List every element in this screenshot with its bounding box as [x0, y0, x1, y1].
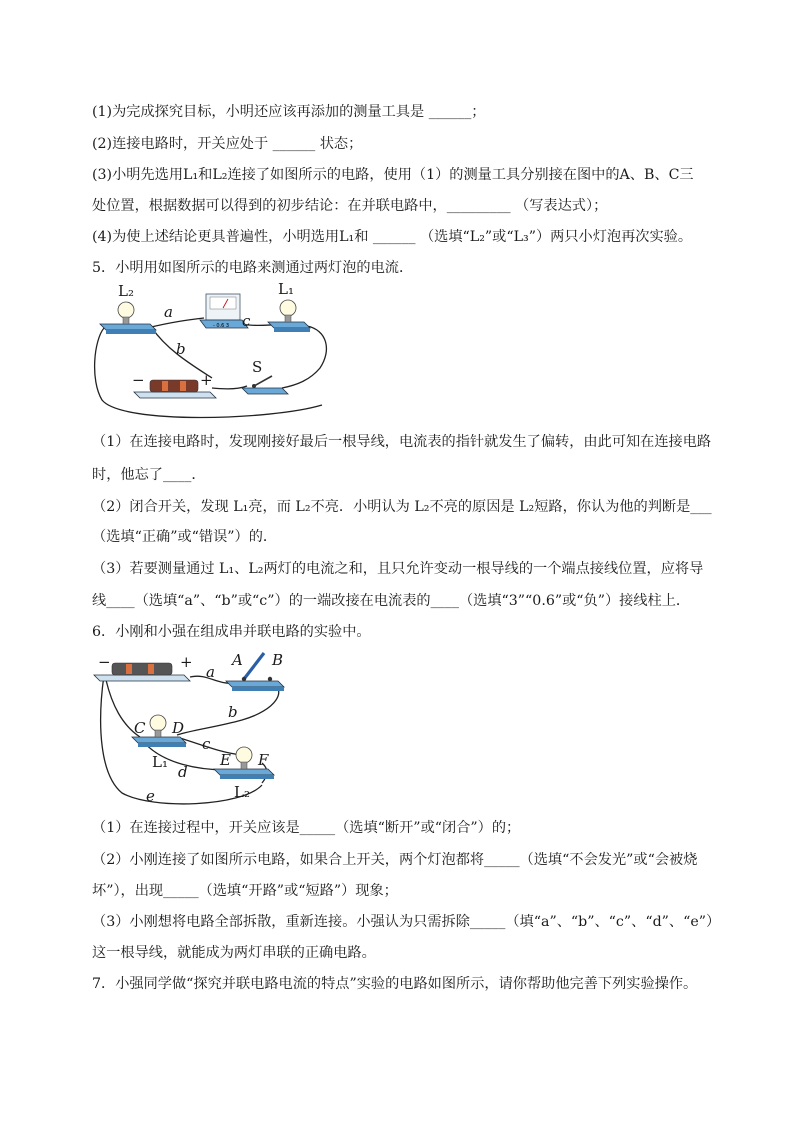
q6-wire-b: b — [228, 703, 238, 721]
q5-battery-plus: + — [200, 371, 213, 389]
q6-title: 6．小刚和小强在组成串并联电路的实验中。 — [92, 624, 371, 640]
q5-ammeter-terminals: - 0.6 3 — [213, 323, 230, 329]
q6-switch-A: A — [232, 651, 243, 669]
q6-sub3-line2: 这一根导线，就能成为两灯串联的正确电路。 — [92, 945, 376, 961]
q5-wire-a: a — [164, 303, 173, 321]
q5-battery-minus: − — [132, 371, 145, 389]
q5-circuit-figure — [92, 280, 342, 425]
q5-sub2-line2: （选填“正确”或“错误”）的． — [92, 529, 278, 545]
q5-label-l2: L₂ — [118, 282, 134, 300]
q6-wire-c: c — [202, 735, 211, 753]
q6-sub1: （1）在连接过程中，开关应该是_____（选填“断开”或“闭合”）的； — [92, 820, 521, 836]
q6-terminal-C: C — [134, 719, 146, 737]
q6-label-L1: L₁ — [152, 753, 168, 771]
q6-label-L2: L₂ — [234, 783, 250, 801]
q4-part4: (4)为使上述结论更具普遍性，小明选用L₁和 ______ （选填“L₂”或“L₃”）两只小灯泡再次实验。 — [92, 229, 693, 245]
q6-battery-plus: + — [180, 653, 193, 671]
q6-wire-d: d — [178, 763, 188, 781]
q6-battery-minus: − — [98, 653, 111, 671]
q4-part3-line2: 处位置，根据数据可以得到的初步结论：在并联电路中，_________ （写表达式）； — [92, 198, 608, 214]
q6-sub2-line1: （2）小刚连接了如图所示电路，如果合上开关，两个灯泡都将_____（选填“不会发光”或“会被烧 — [92, 852, 698, 868]
q5-sub3-line2: 线____（选填“a”、“b”或“c”）的一端改接在电流表的____（选填“3”“0.6”或“负”）接线柱上． — [92, 593, 691, 609]
q5-sub2-line1: （2）闭合开关，发现 L₁亮，而 L₂不亮．小明认为 L₂不亮的原因是 L₂短路，你认为他的判断是___ — [92, 499, 712, 515]
q6-terminal-F: F — [258, 751, 269, 769]
q6-switch-B: B — [272, 651, 284, 669]
q4-part3-line1: (3)小明先选用L₁和L₂连接了如图所示的电路，使用（1）的测量工具分别接在图中的A、B、C三 — [92, 167, 694, 183]
q5-label-l1: L₁ — [278, 280, 294, 298]
q5-switch-s: S — [252, 358, 263, 376]
q5-sub1-line1: （1）在连接电路时，发现刚接好最后一根导线，电流表的指针就发生了偏转，由此可知在连接电路 — [92, 434, 712, 450]
q6-terminal-E: E — [220, 751, 231, 769]
q5-wire-c: c — [242, 312, 251, 330]
q6-wire-a: a — [206, 663, 215, 681]
q6-wire-e: e — [146, 787, 155, 805]
q6-terminal-D: D — [172, 719, 185, 737]
q5-title: 5．小明用如图所示的电路来测通过两灯泡的电流． — [92, 260, 414, 276]
q6-circuit-figure — [92, 645, 292, 810]
q7-title: 7．小强同学做“探究并联电路电流的特点”实验的电路如图所示，请你帮助他完善下列实验操作。 — [92, 976, 698, 992]
q4-part1: (1)为完成探究目标，小明还应该再添加的测量工具是 ______； — [92, 104, 486, 120]
q5-sub1-line2: 时，他忘了____． — [92, 467, 206, 483]
q4-part2: (2)连接电路时，开关应处于 ______ 状态； — [92, 136, 363, 152]
q6-sub2-line2: 坏”），出现_____（选填“开路”或“短路”）现象； — [92, 883, 398, 899]
q5-sub3-line1: （3）若要测量通过 L₁、L₂两灯的电流之和，且只允许变动一根导线的一个端点接线位置，应将导 — [92, 561, 704, 577]
q6-sub3-line1: （3）小刚想将电路全部拆散，重新连接。小强认为只需拆除_____（填“a”、“b”、“c”、“d”、“e”） — [92, 914, 721, 930]
q5-wire-b: b — [176, 340, 186, 358]
